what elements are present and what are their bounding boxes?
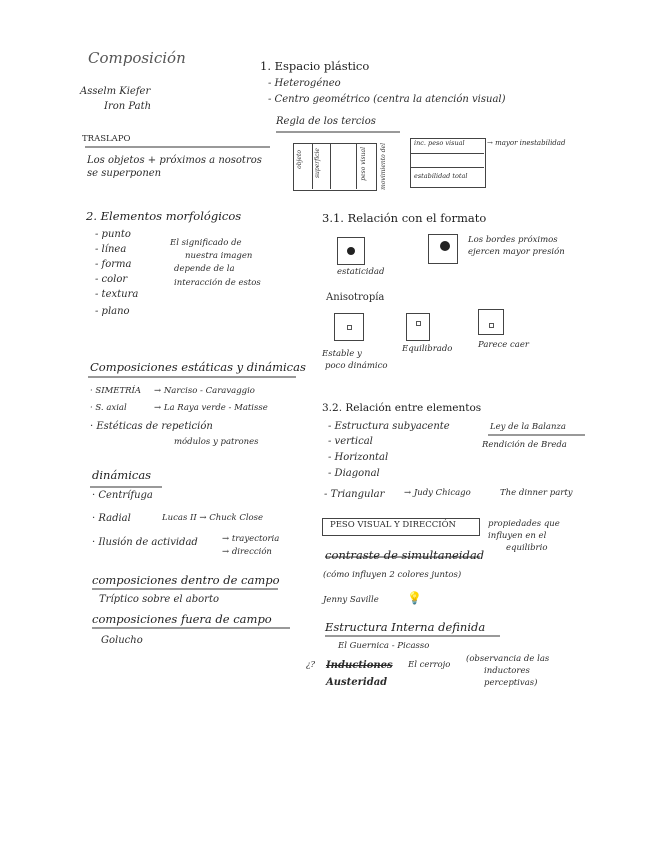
composiciones-item: · SIMETRÍA xyxy=(90,386,142,396)
dinamicas-note: Lucas II → Chuck Close xyxy=(162,513,264,523)
page-title: Composición xyxy=(88,49,186,67)
aniso-box xyxy=(406,313,430,341)
fuera-note: Golucho xyxy=(101,635,143,646)
relacion-item: - Estructura subyacente xyxy=(328,421,450,432)
formato-heading: 3.1. Relación con el formato xyxy=(322,211,487,225)
aniso-label: Estable y xyxy=(322,349,362,359)
peso-note: influyen en el xyxy=(488,531,547,541)
elementos-note: depende de la xyxy=(174,264,235,274)
elementos-item: - textura xyxy=(95,289,139,300)
espacio-item: - Centro geométrico (centra la atención visual) xyxy=(268,94,506,105)
dentro-heading: composiciones dentro de campo xyxy=(92,573,280,587)
traslapo-heading: TRASLAPO xyxy=(82,134,131,144)
obs-note: perceptivas) xyxy=(484,678,538,688)
dot xyxy=(347,247,355,255)
composiciones-heading: Composiciones estáticas y dinámicas xyxy=(90,360,306,374)
espacio-item: - Heterogéneo xyxy=(268,78,341,89)
elementos-item: - color xyxy=(95,274,128,285)
dinamicas-heading: dinámicas xyxy=(92,468,152,482)
composiciones-note: → La Raya verde - Matisse xyxy=(154,403,268,413)
austeridad-label: Austeridad xyxy=(326,677,388,688)
bordes-note: Los bordes próximos xyxy=(468,235,558,245)
elementos-item: - plano xyxy=(95,306,130,317)
fuera-heading: composiciones fuera de campo xyxy=(92,612,272,626)
table-cell: inc. peso visual xyxy=(414,139,465,147)
obs-note: inductores xyxy=(484,666,530,676)
dinamicas-item: · Ilusión de actividad xyxy=(92,537,198,548)
peso-note: propiedades que xyxy=(488,519,560,529)
dinamicas-note: → trayectoria xyxy=(222,534,280,544)
relacion-item: - vertical xyxy=(328,436,373,447)
peso-note: equilibrio xyxy=(506,543,548,553)
dinamicas-item: · Radial xyxy=(92,513,131,524)
thirds-line xyxy=(330,143,331,189)
elementos-note: nuestra imagen xyxy=(185,251,253,261)
traslapo-text: se superponen xyxy=(87,168,162,179)
estructura-heading: Estructura Interna definida xyxy=(325,620,486,634)
elementos-item: - forma xyxy=(95,259,132,270)
composiciones-note: módulos y patrones xyxy=(174,437,259,447)
format-box xyxy=(337,237,365,265)
aniso-label: Parece caer xyxy=(478,340,529,350)
cerrojo-note: El cerrojo xyxy=(408,660,451,670)
table-cell: estabilidad total xyxy=(414,172,468,180)
anisotropia-heading: Anisotropía xyxy=(326,292,385,303)
relacion-heading: 3.2. Relación entre elementos xyxy=(322,402,482,414)
aniso-label: poco dinámico xyxy=(325,361,388,371)
dentro-note: Tríptico sobre el aborto xyxy=(99,594,219,605)
triangular-note: → Judy Chicago xyxy=(404,488,471,498)
relacion-item: - Triangular xyxy=(324,489,385,500)
artist-name: Asselm Kiefer xyxy=(80,86,151,97)
elementos-note: El significado de xyxy=(170,238,242,248)
thirds-line xyxy=(356,143,357,189)
relacion-item: - Horizontal xyxy=(328,452,389,463)
diagram-label: peso visual xyxy=(360,147,367,181)
table-note: → mayor inestabilidad xyxy=(487,139,566,147)
aniso-box xyxy=(478,309,504,335)
elementos-item: - punto xyxy=(95,229,131,240)
composiciones-item: · Estéticas de repetición xyxy=(90,421,213,432)
traslapo-text: Los objetos + próximos a nosotros xyxy=(87,155,262,166)
diagram-label: movimiento del xyxy=(380,143,387,190)
composiciones-item: · S. axial xyxy=(90,403,127,413)
aniso-label: Equilibrado xyxy=(402,344,453,354)
estaticidad-label: estaticidad xyxy=(337,267,385,277)
question-mark: ¿? xyxy=(306,660,316,670)
dinamicas-item: · Centrífuga xyxy=(92,490,153,501)
lightbulb-icon: 💡 xyxy=(407,591,422,605)
thirds-line xyxy=(312,143,313,189)
relacion-item: - Diagonal xyxy=(328,468,380,479)
espacio-heading: 1. Espacio plástico xyxy=(260,59,370,73)
diagram-label: superficie xyxy=(314,148,321,179)
tercios-heading: Regla de los tercios xyxy=(276,116,376,127)
format-box xyxy=(428,234,458,264)
elementos-item: - línea xyxy=(95,244,127,255)
obs-note: (observancia de las xyxy=(466,654,550,664)
artwork-name: Iron Path xyxy=(104,101,152,112)
rendicion-note: Rendición de Breda xyxy=(482,440,567,450)
diagram-label: objeto xyxy=(296,150,303,169)
elementos-note: interacción de estos xyxy=(174,278,261,288)
peso-heading: PESO VISUAL Y DIRECCIÓN xyxy=(330,520,456,530)
contraste-note: (cómo influyen 2 colores juntos) xyxy=(323,570,462,580)
aniso-box xyxy=(334,313,364,341)
elementos-heading: 2. Elementos morfológicos xyxy=(86,209,242,223)
dinamicas-note: → dirección xyxy=(222,547,272,557)
jenny-note: Jenny Saville xyxy=(323,595,379,605)
bordes-note: ejercen mayor presión xyxy=(468,247,565,257)
composiciones-note: → Narciso - Caravaggio xyxy=(154,386,255,396)
guernica-note: El Guernica - Picasso xyxy=(338,641,430,651)
balanza-note: Ley de la Balanza xyxy=(490,422,566,432)
inductiones-label: Inductiones xyxy=(326,660,393,671)
dot xyxy=(440,241,450,251)
dinner-note: The dinner party xyxy=(500,488,573,498)
contraste-heading: contraste de simultaneidad xyxy=(325,548,485,562)
